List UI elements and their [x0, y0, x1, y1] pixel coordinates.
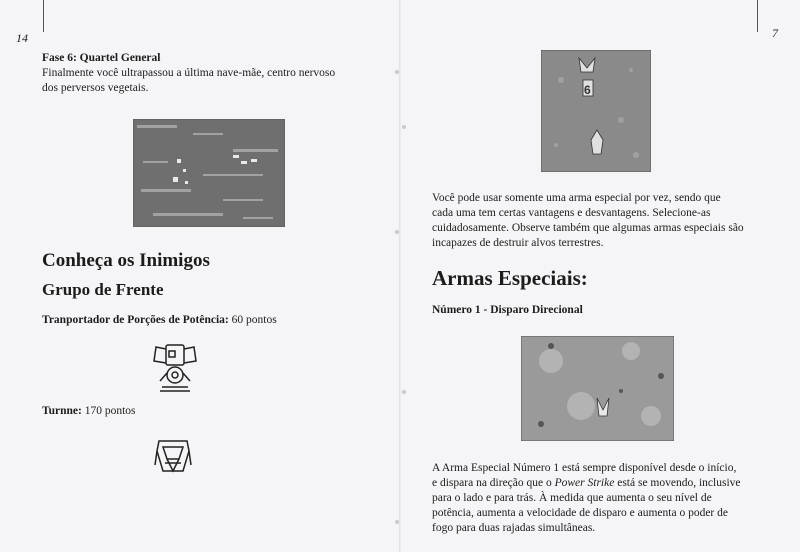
intro-line-4: incapazes de destruir alvos terrestres. — [432, 237, 604, 249]
punch-hole — [402, 390, 406, 394]
intro-line-1: Você pode usar somente uma arma especial por vez, sendo que — [432, 192, 721, 204]
phase-6-screenshot-art — [133, 119, 285, 227]
weapon-select-screenshot — [541, 50, 651, 172]
power-carrier-enemy-icon — [152, 343, 198, 393]
page-edge-line — [757, 0, 758, 32]
weapon-1-title: Número 1 - Disparo Direcional — [432, 304, 583, 316]
enemies-heading: Conheça os Inimigos — [42, 250, 210, 271]
desc-line-2-end: está se movendo, inclusive — [614, 477, 741, 489]
intro-line-2: cada uma tem certas vantagens e desvantagens. Selecione-as — [432, 207, 711, 219]
enemy-1-line — [42, 313, 277, 328]
enemy-1-points: 60 pontos — [231, 314, 277, 326]
phase-text-line-2: dos perversos vegetais. — [42, 82, 149, 94]
intro-line-3: cuidadosamente. Observe também que algumas armas especiais são — [432, 222, 744, 234]
desc-line-4: potência, aumenta a velocidade de disparo e aumenta o poder de — [432, 507, 728, 519]
enemy-1-name: Tranportador de Porções de Potência: — [42, 314, 229, 326]
page-number-left: 14 — [16, 31, 28, 45]
svg-text:6: 6 — [584, 83, 591, 97]
desc-line-5: fogo para duas rajadas simultâneas. — [432, 522, 596, 534]
right-page — [400, 0, 800, 552]
desc-line-2-start: e dispara na direção que o — [432, 477, 555, 489]
phase-text-line-1: Finalmente você ultrapassou a última nave-mãe, centro nervoso — [42, 67, 336, 79]
page-edge-line — [43, 0, 44, 32]
desc-line-2 — [432, 476, 741, 491]
phase-6-screenshot — [133, 119, 285, 227]
page-number-right: 7 — [772, 26, 778, 40]
weapon-select-screenshot-art — [541, 50, 651, 172]
desc-line-3: para o lado e para trás. À medida que aumenta o seu nível de — [432, 492, 712, 504]
weapon-1-screenshot-art — [521, 336, 674, 441]
enemy-2-line — [42, 404, 136, 419]
phase-title: Fase 6: Quartel General — [42, 52, 161, 64]
punch-hole — [402, 125, 406, 129]
power-strike-term: Power Strike — [554, 477, 615, 489]
special-weapons-heading: Armas Especiais: — [432, 266, 588, 290]
enemy-2-name: Turnne: — [42, 405, 82, 417]
enemy-2-points: 170 pontos — [84, 405, 136, 417]
desc-line-1: A Arma Especial Número 1 está sempre disponível desde o início, — [432, 462, 737, 474]
weapon-1-screenshot — [521, 336, 674, 441]
turnne-enemy-icon — [153, 437, 193, 477]
front-group-heading: Grupo de Frente — [42, 280, 164, 299]
